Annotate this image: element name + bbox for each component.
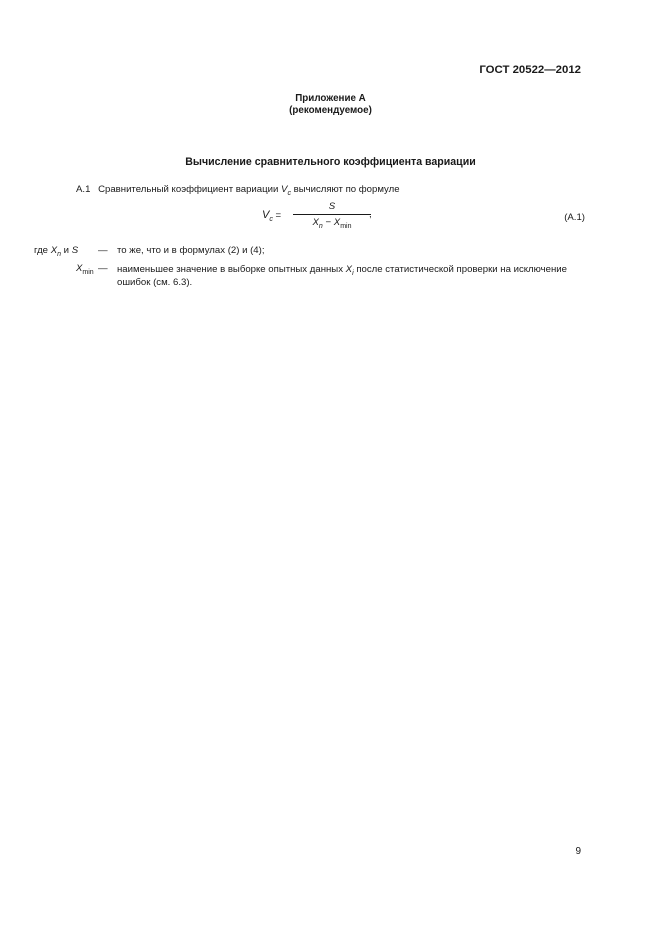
appendix-title: Приложение А — [295, 93, 366, 104]
appendix-status: (рекомендуемое) — [289, 105, 372, 116]
den-symbol-b: X — [333, 217, 341, 228]
formula-number: (А.1) — [564, 212, 585, 223]
where-s: S — [71, 245, 79, 256]
paragraph-a1 — [76, 184, 400, 195]
where-and: и — [63, 245, 70, 256]
where-symbol-2 — [76, 263, 94, 274]
formula-lhs-sub: c — [269, 216, 273, 223]
formula-a1 — [262, 201, 372, 233]
formula-fraction — [293, 201, 371, 228]
sym2: X — [76, 263, 83, 274]
where-symbols — [34, 245, 78, 256]
where-x-sub: n — [57, 251, 61, 258]
def2-symbol-sub: i — [352, 270, 354, 277]
den-symbol-a: X — [312, 217, 319, 228]
def2-after: после статистической проверки на исключение ошибок (см. 6.3). — [117, 264, 567, 288]
where-x: X — [50, 245, 58, 256]
page-number: 9 — [575, 846, 581, 857]
def2-before: наименьшее значение в выборке опытных данных — [117, 264, 343, 275]
paragraph-symbol: V — [281, 184, 288, 195]
paragraph-text-after: вычисляют по формуле — [293, 184, 400, 195]
where-dash-1: — — [98, 245, 108, 256]
den-symbol-b-sub: min — [340, 223, 352, 230]
formula-lhs-symbol: V — [262, 209, 270, 221]
where-dash-2: — — [98, 263, 108, 274]
sym2-sub: min — [82, 269, 94, 276]
where-definition-1: то же, что и в формулах (2) и (4); — [117, 245, 265, 256]
def2-symbol: X — [345, 264, 353, 275]
where-definition-2 — [117, 263, 587, 289]
paragraph-symbol-sub: c — [287, 190, 291, 197]
section-title: Вычисление сравнительного коэффициента вариации — [185, 156, 476, 168]
formula-comma: , — [369, 209, 372, 220]
formula-numerator: S — [328, 201, 336, 212]
standard-designation: ГОСТ 20522—2012 — [479, 64, 581, 76]
where-intro: где — [34, 245, 49, 256]
paragraph-label: А.1 — [76, 184, 91, 195]
formula-equals: = — [275, 210, 282, 221]
formula-denominator — [293, 215, 371, 228]
den-symbol-a-sub: n — [318, 223, 323, 230]
formula-lhs — [262, 209, 281, 221]
paragraph-text-before: Сравнительный коэффициент вариации — [98, 184, 279, 195]
appendix-heading — [0, 93, 661, 117]
den-minus: − — [325, 217, 332, 228]
